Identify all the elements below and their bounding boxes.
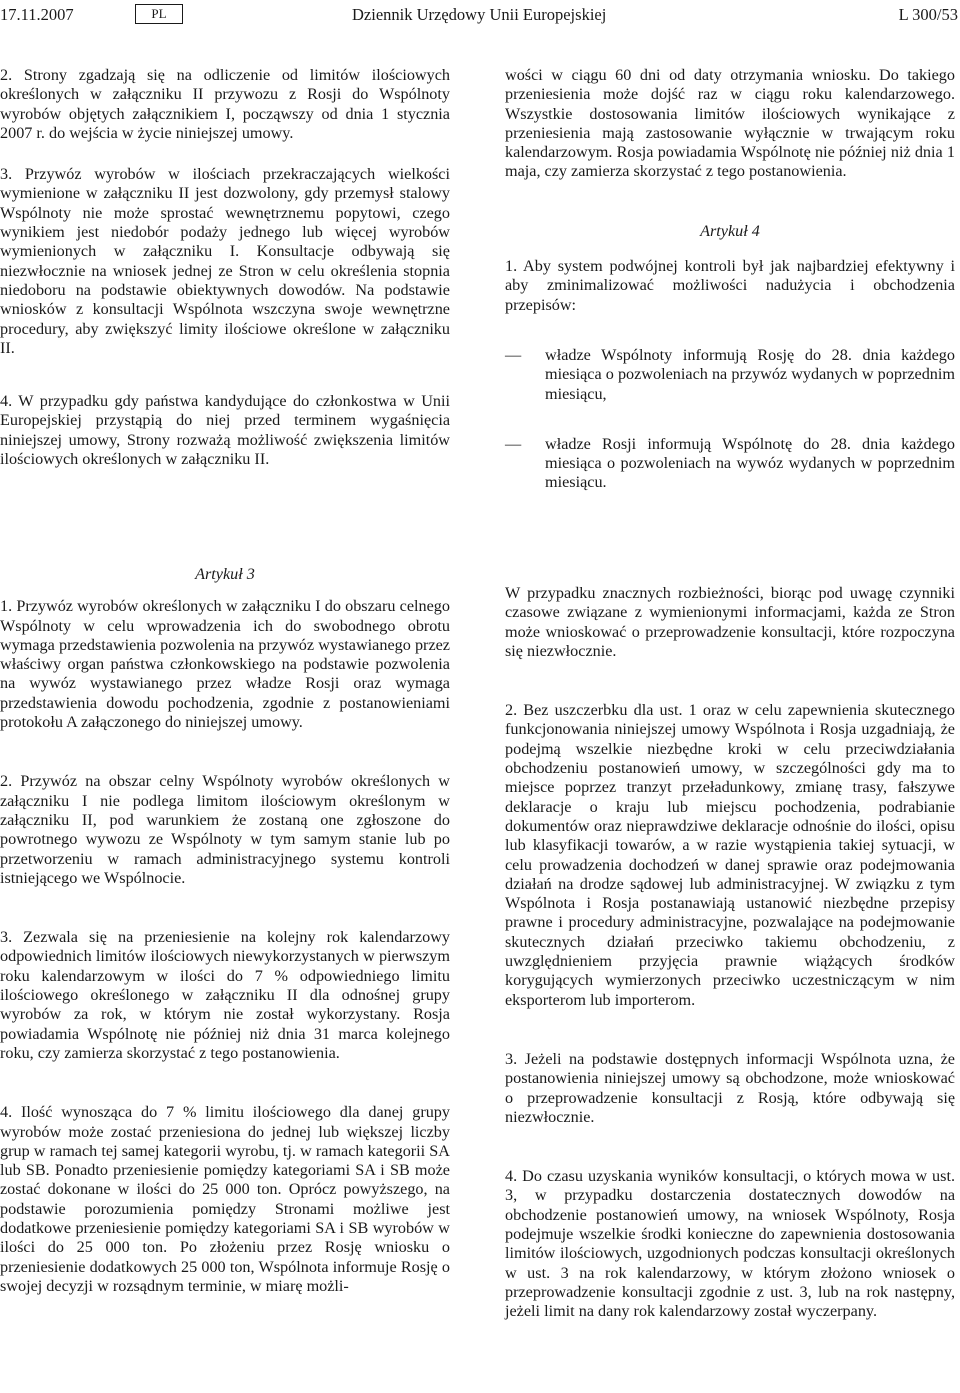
journal-title: Dziennik Urzędowy Unii Europejskiej [352, 5, 607, 24]
list-item-2 [505, 435, 955, 493]
article-4-title: Artykuł 4 [700, 221, 760, 240]
article-3-title: Artykuł 3 [195, 565, 255, 583]
paragraph-2: 2. Bez uszczerbku dla ust. 1 oraz w celu zapewnienia skutecznego funkcjonowania niniejszej umowy Wspólnota i Rosja uzgadniają, że podejmą wszelkie niezbędne kroki w celu przeciwdziałania obchodzeniu postanowień umowy, w szczególności gdy ma to miejsce poprzez tranzyt przeładunkowy, zmianę trasy, fałszywe deklaracje o kraju lub miejscu pochodzenia, podrabianie dokumentów oraz nieprawdziwe deklaracje odnośnie do ilości, opisu lub klasyfikacji towarów, a w razie wystąpienia takiej sytuacji, w celu prowadzenia dochodzeń w danej sprawie oraz podejmowania działań na drodze sądowej lub administracyjnej. W związku z tym Wspólnota i Rosja postanawiają ustanowić niezbędne przepisy prawne i procedury administracyjne, pozwalające na podejmowanie skutecznych działań przeciwko takiemu obchodzeniu, z uwzględnieniem przyjęcia prawnie wiążących środków korygujących wymierzonych przeciwko uczestniczącym w nim eksporterom lub importerom. [505, 701, 955, 1009]
list-item-text: władze Wspólnoty informują Rosję do 28. dnia każdego miesiąca o pozwoleniach na przywóz wydanych w poprzednim miesiącu, [545, 345, 955, 403]
paragraph-2: 2. Strony zgadzają się na odliczenie od limitów ilościowych określonych w załączniku II przywozu z Rosji do Wspólnoty wyrobów objętych załącznikiem I, począwszy od dnia 1 stycznia 2007 r. do wejścia w życie niniejszej umowy. [0, 66, 450, 142]
page-header [0, 4, 960, 26]
column-left-bottom [0, 565, 450, 1296]
paragraph-intro: W przypadku znacznych rozbieżności, biorąc pod uwagę czynniki czasowe związane z wymienionymi informacjami, każda ze Stron może wnioskować o przeprowadzenie konsultacji, które rozpoczyna się niezwłocznie. [505, 584, 955, 660]
article-3-paragraph-3: 3. Zezwala się na przeniesienie na kolejny rok kalendarzowy odpowiednich limitów ilościowych niewykorzystanych w pierwszym roku kalendarzowym w ilości do 7 % odpowiedniego limitu ilościowego określonego w załączniku II dla odnośnej grupy wyrobów za rok, w którym nie został wykorzystany. Rosja powiadamia Wspólnotę nie później niż dnia 31 marca kolejnego roku, czy zamierza skorzystać z tego postanowienia. [0, 928, 450, 1062]
list-item-text: władze Rosji informują Wspólnotę do 28. dnia każdego miesiąca o pozwoleniach na wywóz wydanych w poprzednim miesiącu. [545, 434, 955, 492]
article-3-paragraph-4: 4. Ilość wynosząca do 7 % limitu ilościowego dla danej grupy wyrobów może zostać przeniesiona do jednej lub większej liczby grup w ramach tej samej kategorii wyrobu, tj. w ramach kategorii SA lub SB. Ponadto przeniesienie pomiędzy kategoriami SA i SB może zostać dokonane w ilości do 25 000 ton. Oprócz powyższego, na podstawie porozumienia pomiędzy Stronami możliwe jest dodatkowe przeniesienie pomiędzy kategoriami SA i SB wyrobów w ilości do 25 000 ton. Po złożeniu przez Rosję wniosku o przeniesienie dodatkowych 25 000 ton, Wspólnota informuje Rosję o swojej decyzji w rozsądnym terminie, w miarę możli- [0, 1103, 450, 1295]
column-left-top [0, 66, 450, 469]
language-badge: PL [135, 4, 183, 24]
dash-mark: — [505, 434, 522, 453]
column-right-bottom [505, 584, 955, 1322]
paragraph-4: 4. Do czasu uzyskania wyników konsultacji, o których mowa w ust. 3, w przypadku dostarczenia dostatecznych dowodów na obchodzenie postanowień umowy, na wniosek Wspólnoty, Rosja podejmuje wszelkie środki konieczne do zapewnienia dostosowania limitów ilościowych, uzgodnionych podczas konsultacji określonych w ust. 3 na rok kalendarzowy, w którym złożono wniosek o przeprowadzenie konsultacji zgodnie z ust. 3, lub na rok następny, jeżeli limit na dany rok kalendarzowy został wyczerpany. [505, 1167, 955, 1321]
article-4-paragraph-1: 1. Aby system podwójnej kontroli był jak najbardziej efektywny i aby zminimalizować możliwości nadużycia i obchodzenia przepisów: [505, 257, 955, 314]
article-3-paragraph-1: 1. Przywóz wyrobów określonych w załączniku I do obszaru celnego Wspólnoty w celu wprowadzenia ich do swobodnego obrotu wymaga przedstawienia pozwolenia na przywóz wystawianego przez właściwy organ państwa członkowskiego na podstawie pozwolenia na wywóz wystawianego przez władze Rosji oraz wymaga przedstawienia dowodu pochodzenia, zgodnie z postanowieniami protokołu A załączonego do niniejszej umowy. [0, 597, 450, 732]
article-3-paragraph-2: 2. Przywóz na obszar celny Wspólnoty wyrobów określonych w załączniku I nie podlega limitom ilościowym określonym w załączniku II, pod warunkiem że zostaną one zgłoszone do powrotnego wywozu ze Wspólnoty w tym samym stanie lub po przetworzeniu w ramach administracyjnego systemu kontroli istniejącego we Wspólnocie. [0, 772, 450, 887]
paragraph-continuation: wości w ciągu 60 dni od daty otrzymania wniosku. Do takiego przeniesienia może dojść raz w ciągu roku kalendarzowego. Wszystkie dostosowania limitów ilościowych wynikające z przeniesienia mają zastosowanie wyłącznie w trwającym roku kalendarzowym. Rosja powiadamia Wspólnotę nie później niż dnia 1 maja, czy zamierza skorzystać z tego postanowienia. [505, 66, 955, 181]
list-item-1 [505, 346, 955, 404]
header-date: 17.11.2007 [0, 5, 74, 24]
dash-mark: — [505, 345, 522, 364]
page-reference: L 300/53 [898, 5, 958, 24]
paragraph-3: 3. Przywóz wyrobów w ilościach przekraczających wielkości wymienione w załączniku II jest dozwolony, gdy przemysł stalowy Wspólnoty nie może sprostać wewnętrznemu popytowi, czego wynikiem jest niedobór podaży jednego lub więcej wyrobów wymienionych w załączniku I. Konsultacje odbywają się niezwłocznie na wniosek jednej ze Stron w celu określenia stopnia niedoboru na podstawie obiektywnych dowodów. Na podstawie wniosków z konsultacji Wspólnota wszczyna swoje wewnętrzne procedury, aby zwiększyć limity ilościowe określone w załączniku II. [0, 165, 450, 357]
paragraph-3: 3. Jeżeli na podstawie dostępnych informacji Wspólnota uzna, że postanowienia niniejszej umowy są obchodzone, może wnioskować o przeprowadzenie konsultacji z Rosją, które odbywają się niezwłocznie. [505, 1049, 955, 1126]
paragraph-4: 4. W przypadku gdy państwa kandydujące do członkostwa w Unii Europejskiej przystąpią do niej przed terminem wygaśnięcia niniejszej umowy, Strony rozważą możliwość zwiększenia limitów ilościowych określonych w załączniku II. [0, 392, 450, 469]
column-right-top [505, 66, 955, 493]
